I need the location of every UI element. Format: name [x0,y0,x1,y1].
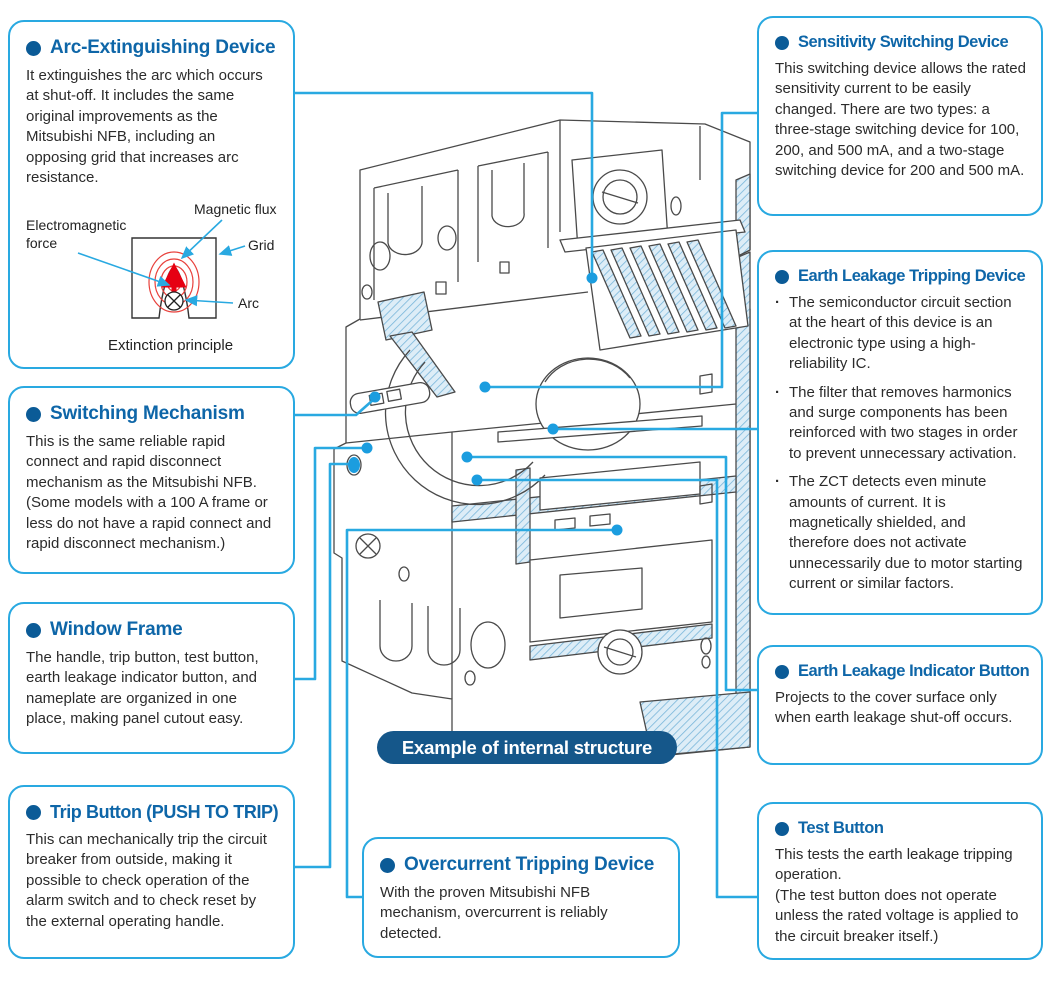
callout-switching-mechanism [8,386,295,574]
list-item-text: The semiconductor circuit section at the heart of this device is an electronic type using a high-reliability IC. [789,294,1012,373]
box-title: Overcurrent Tripping Device [404,854,655,875]
leader-dot [480,382,491,393]
callout-earth-leakage-indicator-button [757,645,1043,765]
box-title: Sensitivity Switching Device [798,33,1009,51]
bullet-icon [775,270,789,284]
box-title: Arc-Extinguishing Device [50,37,276,58]
leader-dot [612,525,623,536]
leader-dot [362,443,373,454]
callout-earth-leakage-tripping-device [757,250,1043,615]
box-body-line: (The test button does not operate unless the rated voltage is applied to the circuit breaker itself.) [775,886,1019,945]
list-item-text: The ZCT detects even minute amounts of current. It is magnetically shielded, and therefore does not activate unnecessarily due to motor starting current or similar factors. [789,473,1023,593]
breaker-body [334,120,750,757]
list-item [775,472,1026,594]
bullet-icon [775,665,789,679]
callout-overcurrent-tripping-device [362,837,680,958]
callout-test-button [757,802,1043,960]
leader-dot [548,424,559,435]
bullet-icon [26,407,41,422]
internal-structure-badge [377,731,677,764]
box-title: Earth Leakage Tripping Device [798,267,1026,285]
box-body-line: This tests the earth leakage tripping operation. [775,846,1013,884]
badge-label: Example of internal structure [401,736,653,758]
list-dot: · [775,473,780,491]
box-body: This can mechanically trip the circuit breaker from outside, making it possible to check operation of the alarm switch and to check reset by the external operating handle. [26,831,267,930]
label-electromagnetic-force: Electromagnetic [26,217,127,234]
bullet-icon [380,858,395,873]
list-item [775,293,1026,375]
box-body: This is the same reliable rapid connect and rapid disconnect mechanism as the Mitsubishi NFB. (Some models with a 100 A frame or less do not have a rapid connect and rapid disconnect mechanism.) [26,433,272,552]
callout-sensitivity-switching-device [757,16,1043,216]
arc-symbol [165,292,183,310]
label-electromagnetic-force-2: force [26,235,58,252]
bullet-icon [775,822,789,836]
label-grid: Grid [248,237,275,254]
box-title: Earth Leakage Indicator Button [798,662,1030,680]
box-body: With the proven Mitsubishi NFB mechanism, overcurrent is reliably detected. [380,884,608,942]
box-title: Trip Button (PUSH TO TRIP) [50,802,279,822]
callout-trip-button [8,785,295,959]
box-body: It extinguishes the arc which occurs at shut-off. It includes the same original improvements as the Mitsubishi NFB, including an opposing grid that increases arc resistance. [26,67,263,186]
leader-dot [587,273,598,284]
bullet-icon [26,41,41,56]
callout-window-frame [8,602,295,754]
bullet-icon [26,623,41,638]
box-title: Switching Mechanism [50,403,245,424]
list-dot: · [775,383,780,401]
box-title: Test Button [798,819,884,837]
list-item [775,383,1026,465]
extinction-principle-diagram [26,198,283,356]
box-body: The handle, trip button, test button, earth leakage indicator button, and nameplate are organized in one place, making panel cutout easy. [26,649,259,728]
box-title: Window Frame [50,619,183,640]
leader-dot [348,457,360,473]
leader-dot [370,392,381,403]
list-item-text: The filter that removes harmonics and surge components has been reinforced with two stages in order to prevent unnecessary activation. [789,383,1018,462]
bullet-icon [775,36,789,50]
box-body: Projects to the cover surface only when earth leakage shut-off occurs. [775,689,1013,727]
callout-arc-extinguishing-device [8,20,295,369]
leader-dot [462,452,473,463]
label-arc: Arc [238,295,259,312]
box-body: This switching device allows the rated sensitivity current to be easily changed. There are two types: a three-stage switching device for 100, 200, and 500 mA, and a two-stage switching device for 200 and 500 mA. [775,60,1026,179]
list-dot: · [775,294,780,311]
leader-dot [472,475,483,486]
diagram-caption: Extinction principle [108,337,234,355]
bullet-icon [26,805,41,820]
label-magnetic-flux: Magnetic flux [194,201,277,218]
